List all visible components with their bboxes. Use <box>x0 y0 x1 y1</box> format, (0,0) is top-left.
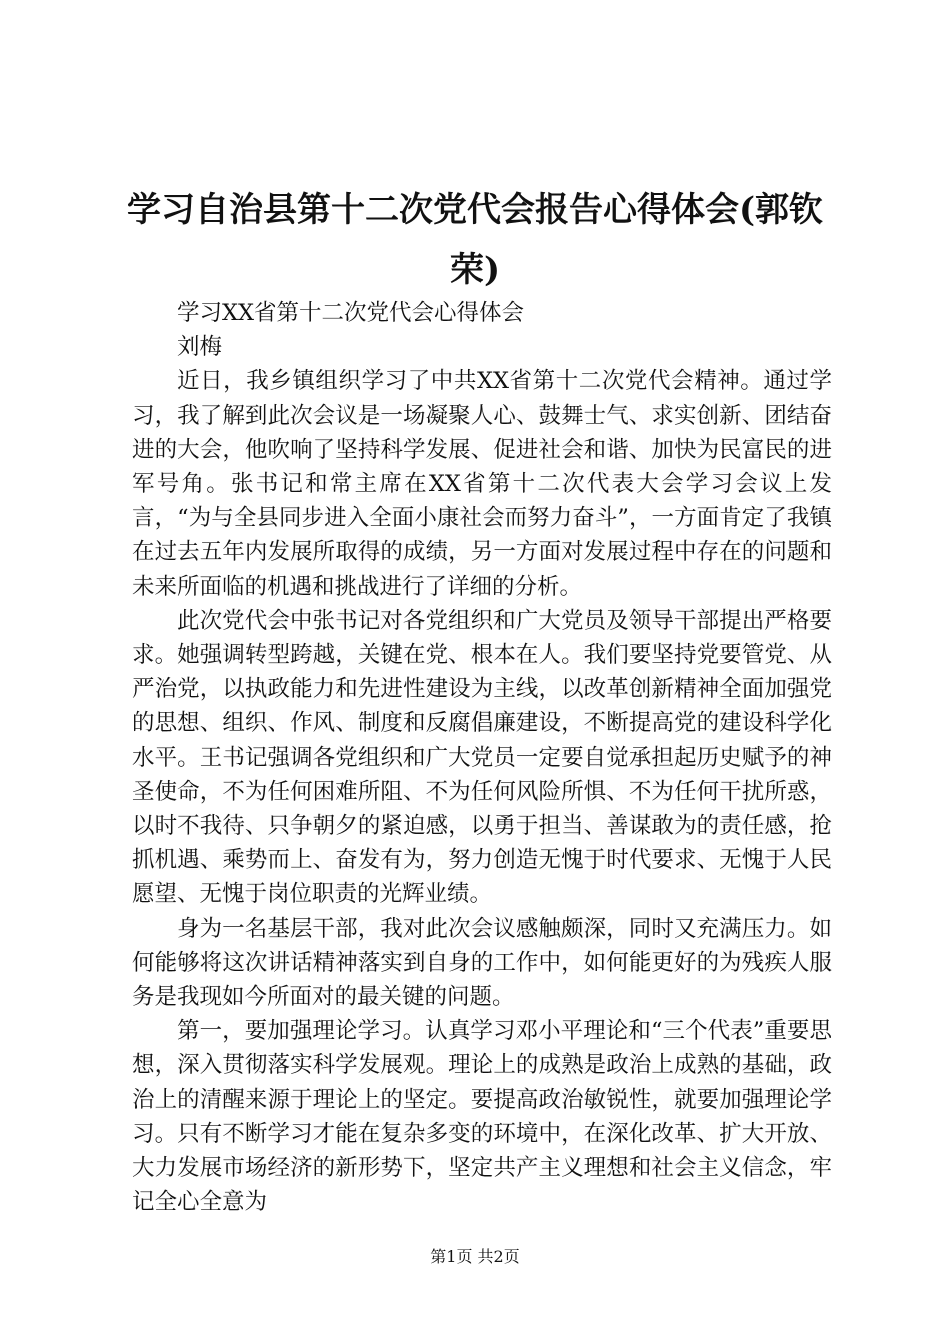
document-title: 学习自治县第十二次党代会报告心得体会(郭钦荣) <box>126 190 824 290</box>
page-footer: 第1页 共2页 <box>430 1247 520 1266</box>
paragraph-2: 此次党代会中张书记对各党组织和广大党员及领导干部提出严格要求。她强调转型跨越，关键在党、根本在人。我们要坚持党要管党、从严治党，以执政能力和先进性建设为主线，以改革创新精神全面加强党的思想、组织、作风、制度和反腐倡廉建设，不断提高党的建设科学化水平。王书记强调各党组织和广大党员一定要自觉承担起历史赋予的神圣使命，不为任何困难所阻、不为任何风险所惧、不为任何干扰所惑，以时不我待、只争朝夕的紧迫感，以勇于担当、善谋敢为的责任感，抢抓机遇、乘势而上、奋发有为，努力创造无愧于时代要求、无愧于人民愿望、无愧于岗位职责的光辉业绩。 <box>132 607 832 908</box>
document-body <box>132 296 832 1219</box>
paragraph-1: 近日，我乡镇组织学习了中共XX省第十二次党代会精神。通过学习，我了解到此次会议是一场凝聚人心、鼓舞士气、求实创新、团结奋进的大会，他吹响了坚持科学发展、促进社会和谐、加快为民富民的进军号角。张书记和常主席在XX省第十二次代表大会学习会议上发言，“为与全县同步进入全面小康社会而努力奋斗”，一方面肯定了我镇在过去五年内发展所取得的成绩，另一方面对发展过程中存在的问题和未来所面临的机遇和挑战进行了详细的分析。 <box>132 368 832 600</box>
document-subtitle: 学习XX省第十二次党代会心得体会 <box>177 300 525 326</box>
paragraph-3: 身为一名基层干部，我对此次会议感触颇深，同时又充满压力。如何能够将这次讲话精神落实到自身的工作中，如何能更好的为残疾人服务是我现如今所面对的最关键的问题。 <box>132 915 832 1011</box>
paragraph-4: 第一，要加强理论学习。认真学习邓小平理论和“三个代表”重要思想，深入贯彻落实科学发展观。理论上的成熟是政治上成熟的基础，政治上的清醒来源于理论上的坚定。要提高政治敏锐性，就要加强理论学习。只有不断学习才能在复杂多变的环境中，在深化改革、扩大开放、大力发展市场经济的新形势下，坚定共产主义理想和社会主义信念，牢记全心全意为 <box>132 1018 832 1216</box>
document-author: 刘梅 <box>177 334 223 361</box>
